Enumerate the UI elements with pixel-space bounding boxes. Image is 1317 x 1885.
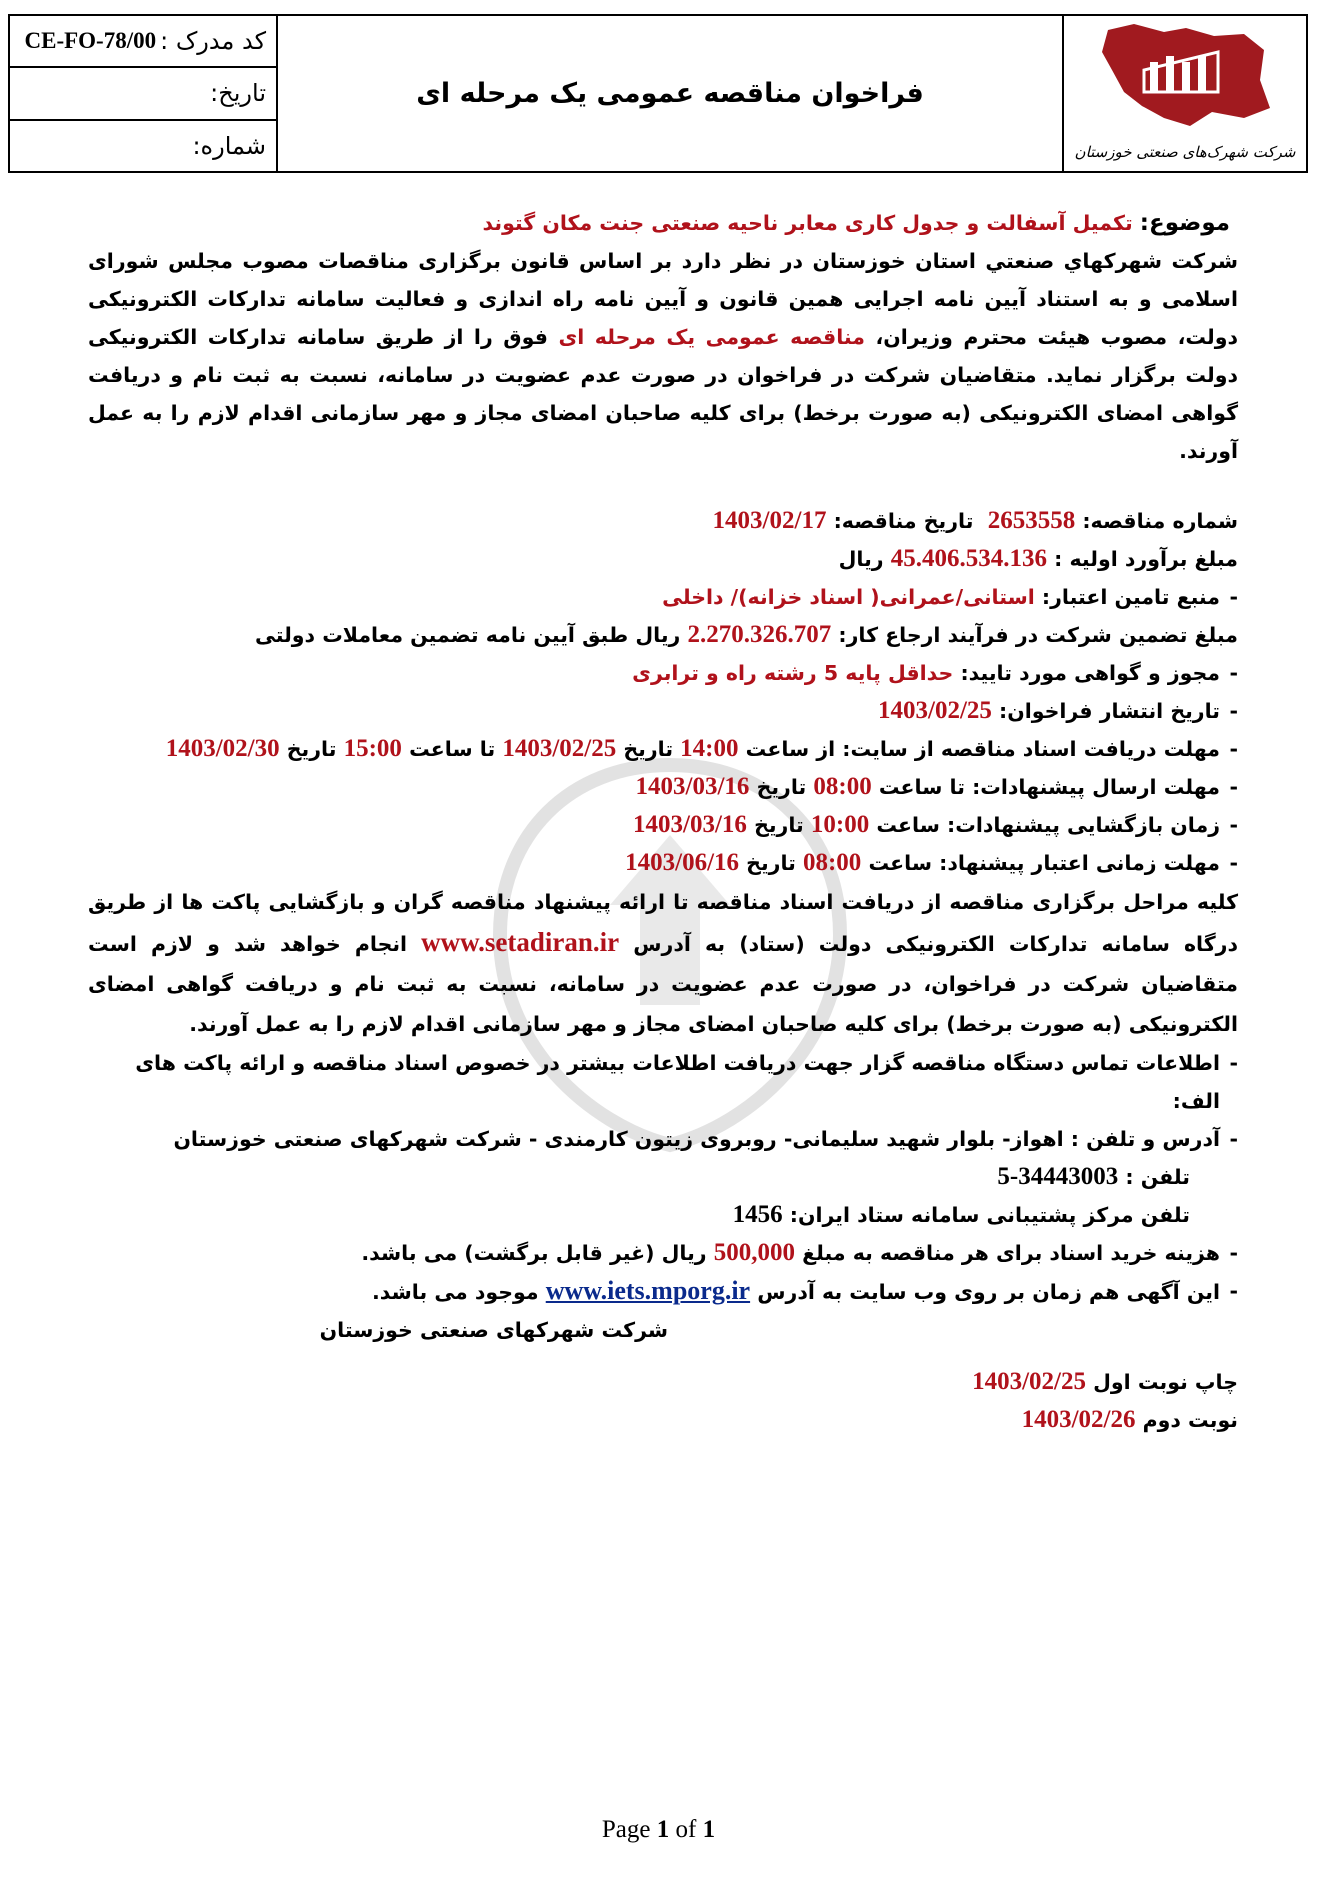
header-logo-cell [1064,16,1306,171]
validity-label: مهلت زمانی اعتبار پیشنهاد: ساعت [868,851,1220,875]
ad-text1: این آگهی هم زمان بر روی وب سایت به آدرس [757,1280,1220,1304]
header-title-cell [278,16,1064,171]
phone-label: تلفن : [1125,1165,1190,1189]
docs-to-date: 1403/02/30 [165,735,280,762]
docs-date-word: تاریخ [623,737,674,761]
print-first-date: 1403/02/25 [972,1368,1086,1395]
fee-line [88,1234,1238,1272]
fee-text2: ریال (غیر قابل برگشت) می باشد. [361,1241,707,1265]
contact-info-line [88,1044,1238,1120]
doc-code-label: کد مدرک : [160,27,266,56]
estimate-unit: ریال [838,547,884,571]
print-second-label: نوبت دوم [1142,1408,1238,1432]
docs-label: مهلت دریافت اسناد مناقصه از سایت: از ساعت [745,737,1220,761]
validity-date: 1403/06/16 [625,849,740,876]
tender-date-label: تاریخ مناقصه: [833,509,974,533]
header-meta-column [10,16,278,171]
open-label: زمان بازگشایی پیشنهادات: ساعت [876,813,1220,837]
funding-line [88,578,1238,616]
intro-paragraph [88,242,1238,470]
company-logo-icon [1094,22,1274,132]
funding-value: استانی/عمرانی( اسناد خزانه)/ داخلی [662,585,1035,609]
validity-time: 08:00 [802,849,862,876]
publish-date: 1403/02/25 [878,697,992,724]
license-value: حداقل پایه 5 رشته راه و ترابری [632,661,954,685]
open-date: 1403/03/16 [633,811,747,838]
estimate-line [88,540,1238,578]
doc-code: CE-FO-78/00 [24,28,157,54]
intro-part2: فوق را از طریق سامانه تدارکات الکترونیکی دولت برگزار نماید. متقاضیان شرکت در فراخوان در صورت عدم عضویت در سامانه، نسبت به ثبت نام و دریافت گواهی امضای الکترونیکی (به صورت برخط) برای کلیه صاحبان امضای مجاز و مهر سازمانی اقدام لازم را به عمل آورند. [88,325,1238,463]
process-part2: انجام خواهد شد و لازم است متقاضیان شرکت در فراخوان، در صورت عدم عضویت در سامانه، نسبت به ثبت نام و دریافت گواهی امضای الکترونیکی (به صورت برخط) برای کلیه صاحبان امضای مجاز و مهر سازمانی اقدام لازم را به عمل آورند. [88,932,1238,1036]
date-label: تاریخ: [210,79,266,108]
docs-deadline-line [88,730,1238,768]
footer-page-word: Page [601,1816,651,1843]
opening-line [88,806,1238,844]
estimate-label: مبلغ برآورد اولیه : [1054,547,1238,571]
funding-label: منبع تامین اعتبار: [1041,585,1220,609]
subject-text: تکمیل آسفالت و جدول کاری معابر ناحیه صنعتی جنت مکان گتوند [482,211,1133,235]
print-first-line [88,1363,1238,1401]
estimate-amount: 45.406.534.136 [890,545,1047,572]
footer-page-total: 1 [702,1816,716,1843]
phone-line [88,1158,1238,1196]
footer-of-word: of [675,1816,697,1843]
header-table [8,14,1308,173]
contact-info: اطلاعات تماس دستگاه مناقصه گزار جهت دریافت اطلاعات بیشتر در خصوص اسناد مناقصه و ارائه پاکت های الف: [135,1051,1220,1113]
docs-from-date: 1403/02/25 [502,735,617,762]
submit-date-word: تاریخ [756,775,807,799]
print-second-line [88,1401,1238,1439]
publish-line [88,692,1238,730]
guarantee-label: مبلغ تضمین شرکت در فرآیند ارجاع کار: [838,623,1238,647]
tender-number: 2653558 [987,507,1076,534]
contact-address: آدرس و تلفن : اهواز- بلوار شهید سلیمانی- روبروی زیتون کارمندی - شرکت شهرکهای صنعتی خوزستان [173,1127,1220,1151]
process-paragraph [88,882,1238,1044]
tender-content [88,204,1238,1439]
ad-line [88,1272,1238,1311]
validity-date-word: تاریخ [746,851,796,875]
fee-text1: هزینه خرید اسناد برای هر مناقصه به مبلغ [802,1241,1220,1265]
support-label: تلفن مرکز پشتیبانی سامانه ستاد ایران: [789,1203,1190,1227]
license-line [88,654,1238,692]
docs-date-word-2: تاریخ [286,737,337,761]
submit-date: 1403/03/16 [635,773,750,800]
print-first-label: چاپ نوبت اول [1093,1370,1238,1394]
docs-from-time: 14:00 [680,735,739,762]
tender-number-line [88,502,1238,540]
phone-number: 34443003-5 [997,1163,1119,1190]
process-part1: کلیه مراحل برگزاری مناقصه از دریافت اسناد مناقصه تا ارائه پیشنهاد مناقصه گران و بازگشایی پاکت ها از طریق درگاه سامانه تدارکات الکترونیکی دولت (ستاد) به آدرس [88,890,1239,956]
logo-caption: شرکت شهرک‌های صنعتی خوزستان [1074,143,1296,161]
open-time: 10:00 [810,811,870,838]
print-second-date: 1403/02/26 [1021,1406,1136,1433]
open-date-word: تاریخ [754,813,804,837]
submit-label: مهلت ارسال پیشنهادات: تا ساعت [878,775,1220,799]
license-label: مجوز و گواهی مورد تایید: [960,661,1220,685]
publish-label: تاریخ انتشار فراخوان: [999,699,1220,723]
submit-time: 08:00 [813,773,872,800]
page-footer [0,1816,1317,1844]
signature: شرکت شهرکهای صنعتی خوزستان [319,1318,668,1342]
intro-part1: شرکت شهرکهاي صنعتي استان خوزستان در نظر دارد بر اساس قانون برگزاری مناقصات مصوب مجلس شورای اسلامی و به استناد آیین نامه اجرایی همین قانون و آیین نامه راه اندازی و فعالیت سامانه تدارکات الکترونیکی دولت، مصوب هیئت محترم وزیران، [88,249,1239,349]
docs-to-time: 15:00 [343,735,402,762]
guarantee-line [88,616,1238,654]
tender-date: 1403/02/17 [712,507,827,534]
doc-code-row [10,16,276,68]
number-row [10,121,276,171]
validity-line [88,844,1238,882]
fee-amount: 500,000 [713,1239,795,1266]
number-label: شماره: [192,131,266,160]
footer-page-number: 1 [656,1816,670,1843]
submit-deadline-line [88,768,1238,806]
page-title: فراخوان مناقصه عمومی یک مرحله ای [416,78,924,109]
intro-highlight: مناقصه عمومی یک مرحله ای [558,325,865,349]
subject-line [88,204,1238,242]
iets-link[interactable]: www.iets.mporg.ir [545,1276,751,1305]
support-number: 1456 [732,1201,783,1228]
docs-to-word: تا ساعت [409,737,496,761]
date-row [10,68,276,120]
tender-number-label: شماره مناقصه: [1082,509,1238,533]
support-line [88,1196,1238,1234]
ad-text2: موجود می باشد. [372,1280,539,1304]
guarantee-suffix: ریال طبق آیین نامه تضمین معاملات دولتی [254,623,681,647]
subject-label: موضوع: [1139,210,1230,236]
address-line [88,1120,1238,1158]
guarantee-amount: 2.270.326.707 [687,621,832,648]
setadiran-url: www.setadiran.ir [421,927,620,957]
